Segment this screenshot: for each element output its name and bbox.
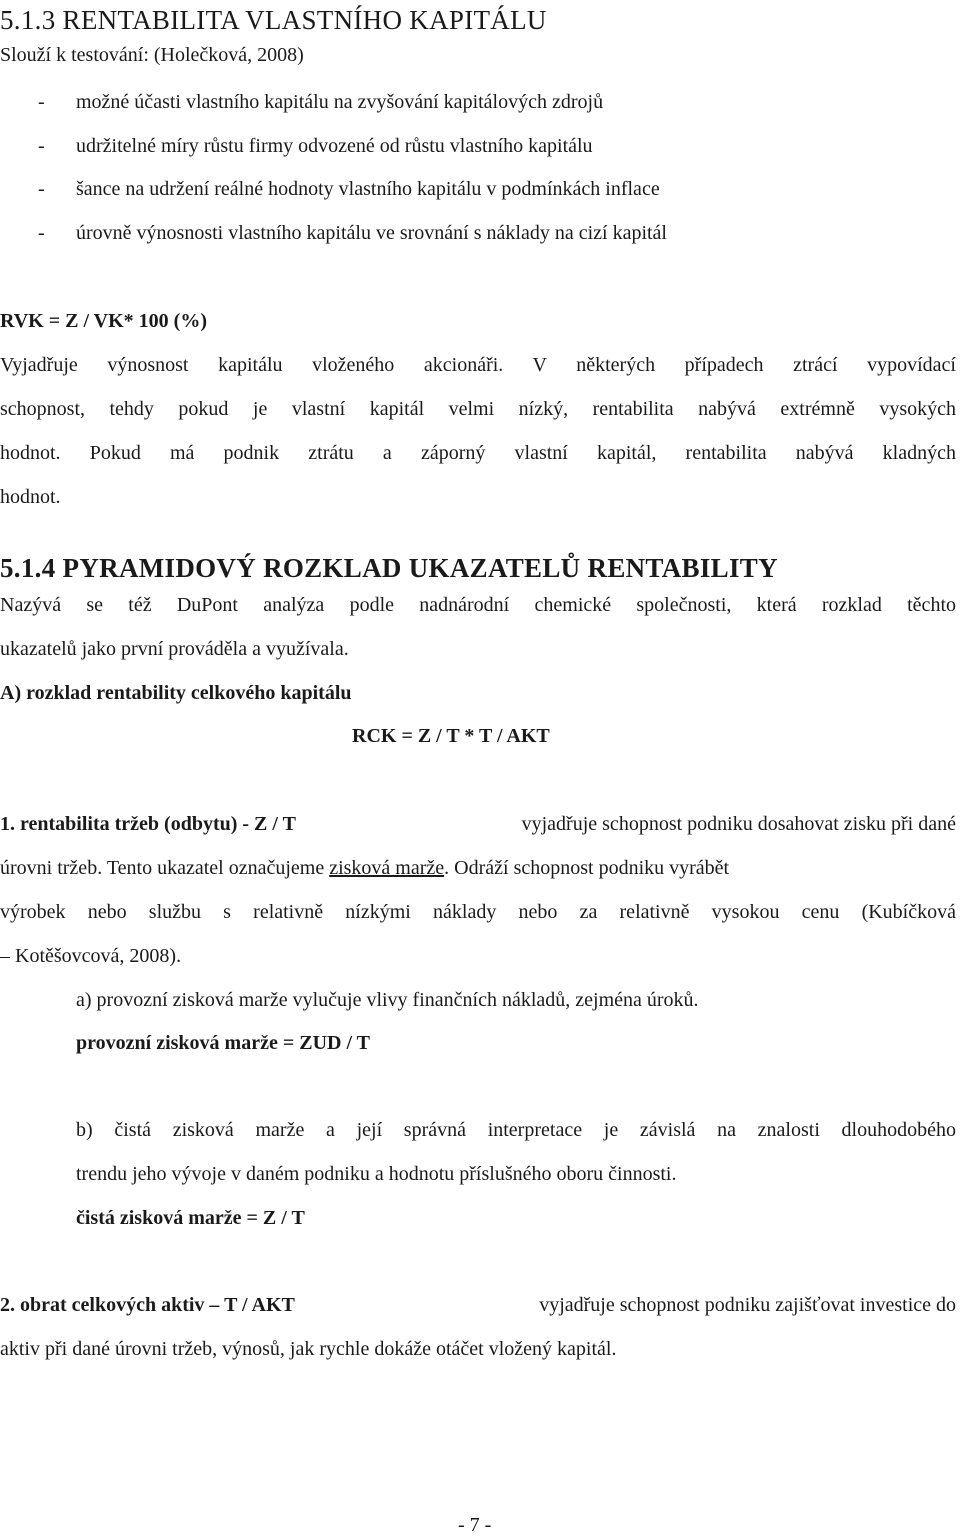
- page-number: - 7 -: [458, 1514, 492, 1536]
- item1-line2-end: . Odráží schopnost podniku vyrábět: [444, 857, 730, 879]
- item1-line2-start: úrovni tržeb. Tento ukazatel označujeme: [0, 857, 330, 879]
- bullet-marker: -: [38, 222, 45, 244]
- paragraph-line: hodnot. Pokud má podnik ztrátu a záporný vlastní kapitál, rentabilita nabývá kladných: [0, 442, 956, 464]
- section-heading-5-1-4: 5.1.4 PYRAMIDOVÝ ROZKLAD UKAZATELŮ RENTABILITY: [0, 553, 778, 583]
- item1-line3: výrobek nebo službu s relativně nízkými náklady nebo za relativně vysokou cenu (Kubíčková: [0, 901, 956, 923]
- bullet-item: úrovně výnosnosti vlastního kapitálu ve srovnání s náklady na cizí kapitál: [76, 222, 667, 244]
- section-intro: Slouží k testování: (Holečková, 2008): [0, 44, 304, 66]
- bullet-item: udržitelné míry růstu firmy odvozené od růstu vlastního kapitálu: [76, 135, 593, 157]
- item-b-formula: čistá zisková marže = Z / T: [76, 1207, 305, 1229]
- section-heading-5-1-3: 5.1.3 RENTABILITA VLASTNÍHO KAPITÁLU: [0, 5, 547, 35]
- paragraph-line: schopnost, tehdy pokud je vlastní kapitál velmi nízký, rentabilita nabývá extrémně vysokých: [0, 398, 956, 420]
- item2-label: 2. obrat celkových aktiv – T / AKT: [0, 1294, 295, 1316]
- item-a-formula: provozní zisková marže = ZUD / T: [76, 1032, 370, 1054]
- item-b-line1: b) čistá zisková marže a její správná interpretace je závislá na znalosti dlouhodobého: [76, 1119, 956, 1141]
- item-a-text: a) provozní zisková marže vylučuje vlivy finančních nákladů, zejména úroků.: [76, 989, 699, 1011]
- formula-rck: RCK = Z / T * T / AKT: [352, 725, 550, 747]
- bullet-marker: -: [38, 178, 45, 200]
- paragraph-line: Vyjadřuje výnosnost kapitálu vloženého akcionáři. V některých případech ztrácí vypovídací: [0, 354, 956, 376]
- bullet-marker: -: [38, 135, 45, 157]
- formula-rvk: RVK = Z / VK* 100 (%): [0, 310, 207, 332]
- item2-line1-rest: vyjadřuje schopnost podniku zajišťovat investice do: [539, 1294, 956, 1316]
- item1-line1: [0, 811, 956, 837]
- subheading-a: A) rozklad rentability celkového kapitálu: [0, 682, 352, 704]
- bullet-marker: -: [38, 91, 45, 113]
- item1-label: 1. rentabilita tržeb (odbytu) - Z / T: [0, 813, 296, 835]
- item1-line2: [0, 855, 729, 881]
- item-b-line2: trendu jeho vývoje v daném podniku a hodnotu příslušného oboru činnosti.: [76, 1163, 677, 1185]
- intro-line: ukazatelů jako první prováděla a využívala.: [0, 638, 349, 660]
- zisková-marže-term: zisková marže: [329, 857, 445, 879]
- item1-line4: – Kotěšovcová, 2008).: [0, 945, 182, 967]
- item1-line1-rest: vyjadřuje schopnost podniku dosahovat zisku při dané: [521, 813, 956, 835]
- bullet-item: možné účasti vlastního kapitálu na zvyšování kapitálových zdrojů: [76, 91, 604, 113]
- bullet-item: šance na udržení reálné hodnoty vlastního kapitálu v podmínkách inflace: [76, 178, 660, 200]
- item2-line2: aktiv při dané úrovni tržeb, výnosů, jak rychle dokáže otáčet vložený kapitál.: [0, 1338, 617, 1360]
- intro-line: Nazývá se též DuPont analýza podle nadnárodní chemické společnosti, která rozklad těchto: [0, 594, 956, 616]
- item2-line1: [0, 1292, 956, 1318]
- paragraph-line: hodnot.: [0, 486, 61, 508]
